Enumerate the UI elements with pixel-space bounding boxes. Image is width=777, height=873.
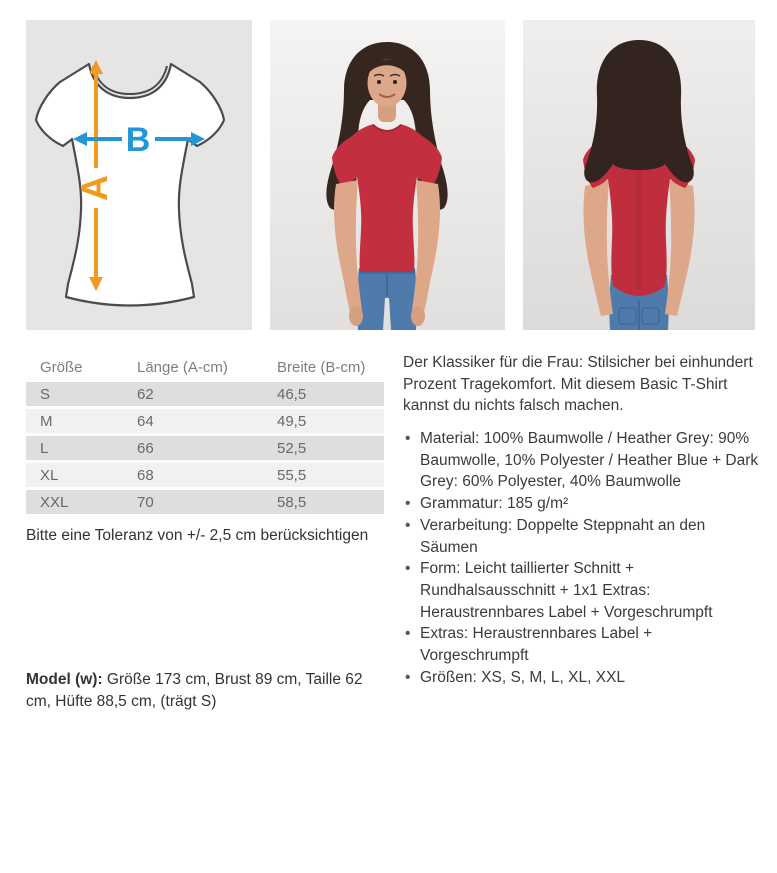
size-diagram-panel (26, 20, 252, 330)
size-cell: L (26, 436, 123, 460)
label-b: B (125, 121, 151, 159)
col-header-laenge: Länge (A-cm) (123, 355, 263, 379)
size-cell: 55,5 (263, 463, 384, 487)
model-back-photo (523, 20, 755, 330)
description-bullet: • Material: 100% Baumwolle / Heather Grey: 90% Baumwolle, 10% Polyester / Heather Blue + Dark Grey: 60% Polyester, 40% Baumwolle (403, 428, 761, 493)
size-cell: 68 (123, 463, 263, 487)
size-row (26, 490, 384, 514)
size-table-header-row (26, 355, 384, 379)
model-back-illustration (523, 20, 755, 330)
size-cell: M (26, 409, 123, 433)
description-bullet: • Form: Leicht taillierter Schnitt + Rundhalsausschnitt + 1x1 Extras: Heraustrennbares Label + Vorgeschrumpft (403, 558, 761, 623)
col-header-groesse: Größe (26, 355, 123, 379)
size-row (26, 382, 384, 406)
size-row (26, 463, 384, 487)
description-bullet: • Extras: Heraustrennbares Label + Vorgeschrumpft (403, 623, 761, 666)
description-bullet: • Grammatur: 185 g/m² (403, 493, 761, 515)
model-front-photo (270, 20, 505, 330)
tshirt-measurement-diagram (26, 20, 252, 330)
size-cell: 58,5 (263, 490, 384, 514)
description-intro: Der Klassiker für die Frau: Stilsicher bei einhundert Prozent Tragekomfort. Mit diesem Basic T-Shirt kannst du nichts falsch machen. (403, 354, 753, 415)
size-cell: 64 (123, 409, 263, 433)
tshirt-outline (36, 64, 224, 306)
model-info-text: Größe 173 cm, Brust 89 cm, Taille 62 cm, Hüfte 88,5 cm, (trägt S) (26, 671, 363, 711)
description-bullet-list (403, 428, 761, 688)
product-description (403, 352, 761, 688)
model-front-illustration (270, 20, 505, 330)
size-cell: 49,5 (263, 409, 384, 433)
size-table-section (26, 352, 388, 711)
size-cell: S (26, 382, 123, 406)
size-table-body (26, 382, 384, 514)
description-bullet: • Verarbeitung: Doppelte Steppnaht an den Säumen (403, 515, 761, 558)
size-cell: XL (26, 463, 123, 487)
description-bullet: • Größen: XS, S, M, L, XL, XXL (403, 667, 761, 689)
size-table (26, 352, 384, 517)
size-cell: 52,5 (263, 436, 384, 460)
label-a: A (74, 175, 115, 201)
size-row (26, 409, 384, 433)
model-info-label: Model (w): (26, 671, 103, 688)
model-info (26, 669, 388, 714)
col-header-breite: Breite (B-cm) (263, 355, 384, 379)
tolerance-note: Bitte eine Toleranz von +/- 2,5 cm berücksichtigen (26, 527, 369, 544)
size-cell: 66 (123, 436, 263, 460)
size-row (26, 436, 384, 460)
size-cell: XXL (26, 490, 123, 514)
size-cell: 70 (123, 490, 263, 514)
size-cell: 62 (123, 382, 263, 406)
size-cell: 46,5 (263, 382, 384, 406)
